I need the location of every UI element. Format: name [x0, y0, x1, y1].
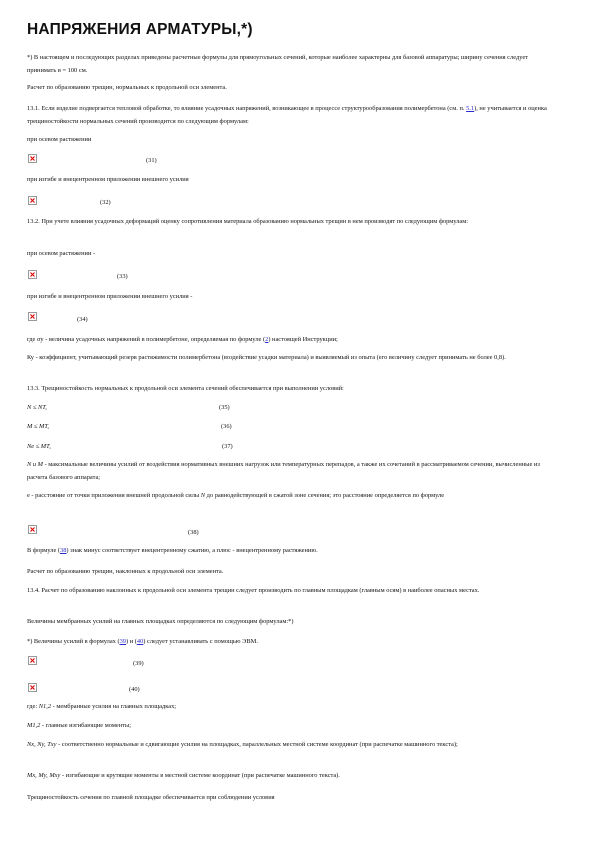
- axial-tension-label: при осевом растяжении -: [27, 250, 96, 257]
- paragraph-text: - изгибающие и крутящие моменты в местной системе координат (при распечатке машинного текста).: [60, 772, 340, 779]
- link-formula-2[interactable]: 2: [265, 336, 269, 343]
- definition-term: Mx, My, Mxy: [27, 772, 61, 779]
- bending-label: при изгибе и внецентренном приложении внешнего усилия -: [27, 293, 193, 300]
- paragraph-text: - максимальные величины усилий от воздействия нормативных внешних нагрузок или температурных перепадов, а также их сочетаний в рассматриваемом сечении, вычисленные из расчета базового аппарата;: [27, 461, 540, 481]
- broken-image-icon: [28, 196, 37, 205]
- paragraph-text: ) следует устанавливать с помощью ЭВМ.: [143, 638, 258, 645]
- formula-38-note: [27, 545, 547, 558]
- heading-normal-cracks: Расчет по образованию трещин, нормальных к продольной оси элемента.: [27, 84, 227, 91]
- paragraph-13-1: [27, 103, 547, 128]
- broken-image-icon: [28, 154, 37, 163]
- equation-number-35: (35): [219, 404, 230, 411]
- bending-label: при изгибе и внецентренном приложении внешнего усилия: [27, 176, 189, 183]
- definition-term: N1,2: [38, 703, 52, 710]
- definition-n-m: [27, 459, 547, 484]
- axial-tension-label: при осевом растяжении: [27, 136, 92, 143]
- definition-term: N и M: [27, 461, 43, 468]
- paragraph-13-2: 13.2. При учете влияния усадочных деформаций оценку сопротивления материала образованию нормальных трещин в нем производят по следующим формулам:: [27, 218, 469, 225]
- paragraph-text: В формуле (: [27, 547, 61, 554]
- link-formula-40[interactable]: 40: [136, 638, 144, 645]
- paragraph-text: *) Величины усилий в формулах (: [27, 638, 120, 645]
- paragraph-text: ) и (: [126, 638, 137, 645]
- definition-sigma: [27, 334, 547, 347]
- link-formula-38[interactable]: 38: [60, 547, 67, 554]
- equation-number-33: (33): [117, 273, 128, 280]
- principal-forces-intro: Величины мембранных усилий на главных площадках определяются по следующим формулам:*): [27, 618, 294, 625]
- definition-term: N: [200, 492, 206, 499]
- paragraph-text: где σу - величина усадочных напряжений в полимербетоне, определяемая по формуле (: [27, 336, 266, 343]
- heading-inclined-cracks: Расчет по образованию трещин, наклонных к продольной оси элемента.: [27, 568, 224, 575]
- paragraph-text: ), не учитывается и оценка трещиностойкости нормальных сечений производится по следующим формулам:: [27, 105, 547, 125]
- broken-image-icon: [28, 525, 37, 534]
- paragraph-text: где:: [27, 703, 39, 710]
- paragraph-text: ) настоящей Инструкции;: [268, 336, 338, 343]
- definition-mx-my-mxy: [27, 770, 547, 783]
- definition-n12: [27, 701, 547, 714]
- paragraph-text: - мембранные усилия на главных площадках;: [51, 703, 177, 710]
- equation-number-34: (34): [77, 316, 88, 323]
- equation-number-38: (38): [188, 529, 199, 536]
- definition-e: [27, 490, 547, 503]
- equation-number-36: (36): [221, 423, 232, 430]
- paragraph-13-4: 13.4. Расчет по образованию наклонных к продольной оси элемента трещин следует производить по главным площадкам (главным осям) в наиболее опасных местах.: [27, 587, 480, 594]
- broken-image-icon: [28, 270, 37, 279]
- crack-resistance-condition: Трещиностойкость сечения по главной площадке обеспечивается при соблюдении условия: [27, 794, 275, 801]
- definition-nx-ny-txy: [27, 739, 547, 752]
- equation-number-31: (31): [146, 157, 157, 164]
- link-formula-39[interactable]: 39: [119, 638, 126, 645]
- equation-number-37: (37): [222, 443, 233, 450]
- broken-image-icon: [28, 656, 37, 665]
- condition-35: N ≤ NT,: [27, 404, 47, 411]
- paragraph-text: - главные изгибающие моменты;: [40, 722, 132, 729]
- condition-36: M ≤ MT,: [27, 423, 50, 430]
- definition-ky: Ку - коэффициент, учитывающий резерв растяжимости полимербетона (воздействие усадки материала) и выявляемый из опыта (его величину следует принимать не более 0,8).: [27, 354, 506, 361]
- footnote-sections: *) В настоящем и последующих разделах приведены расчетные формулы для прямоугольных сечений, которые наиболее характерны для базовой аппаратуры; ширину сечения следует принимать в = 100 см.: [27, 54, 528, 74]
- paragraph-text: 13.1. Если изделие подвергается тепловой обработке, то влияние усадочных напряжений, возникающее в процессе структурообразования полимербетона (см. п.: [27, 105, 467, 112]
- paragraph-text: - соответственно нормальные и сдвигающие усилия на площадках, параллельных местной системе координат (при распечатке машинного текста);: [56, 741, 458, 748]
- equation-number-32: (32): [100, 199, 111, 206]
- page-title: НАПРЯЖЕНИЯ АРМАТУРЫ,*): [27, 21, 253, 38]
- broken-image-icon: [28, 683, 37, 692]
- condition-37: Ne ≤ MT,: [27, 443, 51, 450]
- definition-m12: [27, 720, 547, 733]
- definition-term: M1,2: [27, 722, 41, 729]
- link-5-1[interactable]: 5.1: [466, 105, 475, 112]
- equation-number-39: (39): [133, 660, 144, 667]
- definition-term: Nx, Ny, Txy: [27, 741, 57, 748]
- paragraph-text: ) знак минус соответствует внецентренному сжатию, а плюс - внецентренному растяжению.: [66, 547, 318, 554]
- equation-number-40: (40): [129, 686, 140, 693]
- broken-image-icon: [28, 312, 37, 321]
- footnote-computer: [27, 636, 547, 649]
- paragraph-13-3: 13.3. Трещиностойкость нормальных к продольной оси элемента сечений обеспечивается при выполнении условий:: [27, 385, 344, 392]
- paragraph-text: до равнодействующей в сжатой зоне сечения; это расстояние определяется по формуле: [205, 492, 445, 499]
- paragraph-text: e - расстояние от точки приложения внешней продольной силы: [27, 492, 201, 499]
